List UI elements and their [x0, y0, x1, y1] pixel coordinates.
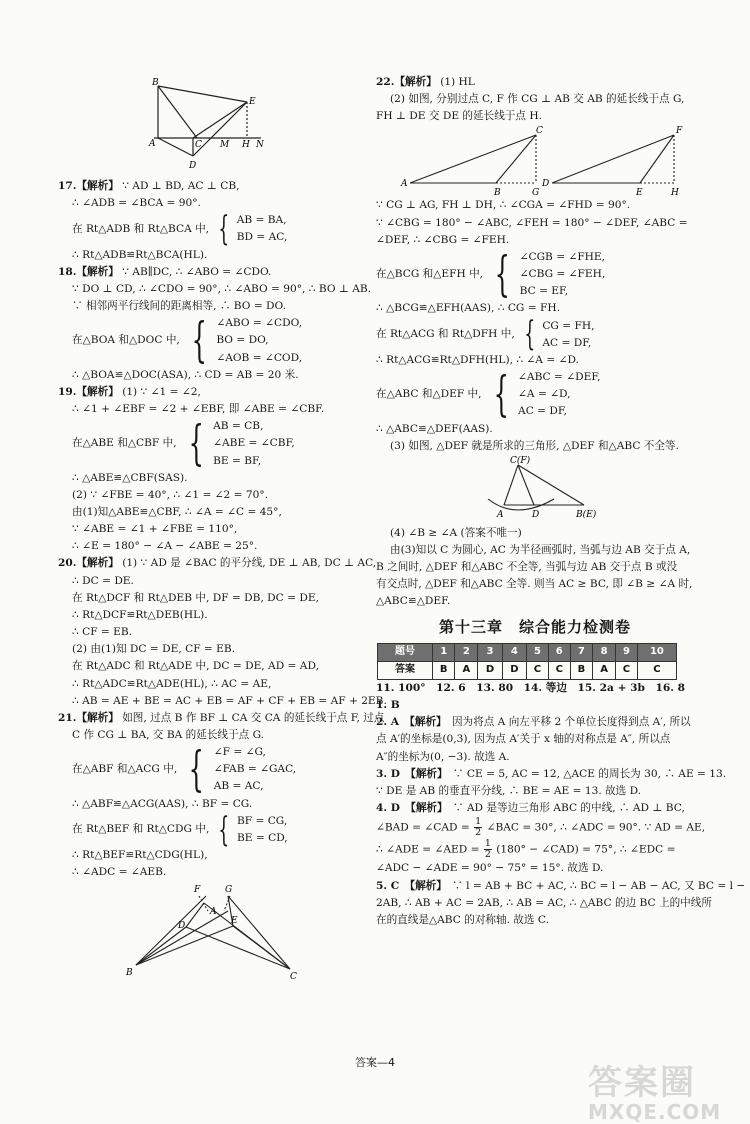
q22-line-5: ∠DEF, ∴ ∠CBG = ∠FEH. — [376, 233, 510, 246]
a5-number: 5. C — [376, 879, 400, 892]
q19-line-7: ∴ ∠E = 180° − ∠A − ∠ABE = 25°. — [72, 540, 258, 553]
q18-tag: 【解析】 — [76, 265, 119, 278]
a4-text-3a: ∴ ∠ADE = ∠AED = — [376, 843, 480, 856]
q18-line-1 — [58, 264, 360, 281]
q21-system-1 — [58, 741, 360, 798]
fig21-label-D: D — [178, 921, 186, 932]
q18-system-lead: 在△BOA 和△DOC 中, — [72, 334, 180, 347]
fig-top-label-H: H — [242, 140, 250, 150]
a2-tag: 【解析】 — [409, 716, 442, 729]
watermark-main: 答案圈 — [588, 1063, 696, 1103]
fraction-one-half — [484, 839, 492, 860]
fig-top-label-A: A — [149, 139, 156, 149]
q17-system — [58, 209, 360, 250]
q22-line-7: ∴ Rt△ACG≌Rt△DFH(HL), ∴ ∠A = ∠D. — [376, 353, 579, 366]
q22-cond3-3: AC = DF, — [518, 405, 567, 418]
q17-line-3: ∴ Rt△ADB≌Rt△BCA(HL). — [72, 248, 208, 261]
q20-line-9: ∴ AB = AE + BE = AC + EB = AF + CF + EB = AF + 2EB. — [72, 694, 387, 707]
q22-system-3 — [376, 366, 694, 423]
a4-line-2 — [376, 816, 706, 839]
brace-icon: { — [524, 314, 535, 355]
q19-system — [58, 415, 360, 472]
q20-line-1 — [58, 555, 377, 572]
brace-icon: { — [188, 415, 204, 472]
fig-top-label-D: D — [189, 161, 197, 171]
fig22-label-D: D — [542, 179, 550, 190]
q21-line-4: ∴ Rt△BEF≌Rt△CDG(HL), — [72, 849, 208, 862]
q19-line-4: (2) ∵ ∠FBE = 40°, ∴ ∠1 = ∠2 = 70°. — [72, 488, 269, 501]
q21-line-3: ∴ △ABF≌△ACG(AAS), ∴ BF = CG. — [72, 797, 253, 810]
q20-line-2: ∴ DC = DE. — [72, 574, 134, 587]
q22-number: 22. — [376, 76, 395, 88]
q20-line-3: 在 Rt△DCF 和 Rt△DEB 中, DF = DB, DC = DE, — [72, 591, 319, 604]
q22-line-10: (4) ∠B ≥ ∠A (答案不唯一) — [390, 526, 522, 539]
a2-line-1 — [376, 714, 694, 731]
q21-system2-lead: 在 Rt△BEF 和 Rt△CDG 中, — [72, 823, 210, 836]
q22-cond-3: BC = EF, — [519, 285, 569, 298]
fig22-label-C: C — [536, 126, 543, 137]
a4-line-3 — [376, 839, 694, 861]
q22-line-2: FH ⊥ DE 交 DE 的延长线于点 H. — [376, 110, 542, 123]
q22-line-14: △ABC≌△DEF. — [376, 595, 451, 608]
answer-1: 1. B — [376, 699, 400, 712]
right-column — [376, 74, 746, 929]
q19-line-5: 由(1)知△ABE≌△CBF, ∴ ∠A = ∠C = 45°, — [72, 505, 282, 518]
q22-line-6: ∴ △BCG≌△EFH(AAS), ∴ CG = FH. — [376, 302, 560, 315]
fig21-label-F: F — [194, 885, 201, 896]
header-cell: 9 — [616, 643, 638, 661]
a3-text-1: ∵ CE = 5, AC = 12, △ACE 的周长为 30, ∴ AE = 13. — [452, 767, 727, 780]
header-cell: 题号 — [378, 643, 433, 661]
q22-line-11: 由(3)知以 C 为圆心, AC 为半径画弧时, 当弧与边 AB 交于点 A, — [390, 543, 691, 556]
fraction-numerator: 1 — [475, 816, 482, 828]
q18-cond-2: BO = DO, — [216, 334, 269, 347]
header-cell: 5 — [527, 643, 549, 661]
q21-system-2 — [58, 809, 360, 850]
q21-system-lead: 在△ABF 和△ACG 中, — [72, 763, 178, 776]
a4-line-1 — [376, 800, 694, 817]
q19-number: 19. — [58, 385, 77, 398]
figure-top — [58, 74, 360, 178]
a3-line-1 — [376, 766, 727, 783]
q18-cond-1: ∠ABO = ∠CDO, — [216, 317, 303, 330]
q22-system2-lead: 在 Rt△ACG 和 Rt△DFH 中, — [376, 328, 515, 341]
q18-line-2: ∵ DO ⊥ CD, ∴ ∠CDO = 90°, ∴ ∠ABO = 90°, ∴ BO ⊥ AB. — [72, 282, 372, 295]
q18-cond-3: ∠AOB = ∠COD, — [216, 351, 303, 364]
fig21-label-E: E — [231, 916, 238, 927]
q18-line-4: ∴ △BOA≌△DOC(ASA), ∴ CD = AB = 20 米. — [72, 368, 299, 381]
q22-system3-lead: 在△ABC 和△DEF 中, — [376, 388, 482, 401]
q22-system-lead: 在△BCG 和△EFH 中, — [376, 268, 484, 281]
q21-line-1 — [58, 710, 385, 727]
fig21-label-A: A — [210, 907, 217, 918]
answer-cell: 答案 — [378, 661, 433, 679]
fig-top-label-C: C — [195, 140, 202, 150]
answer-table — [377, 643, 677, 680]
q20-tag: 【解析】 — [76, 557, 119, 570]
a4-number: 4. D — [376, 801, 400, 814]
q17-line-2: ∴ ∠ADB = ∠BCA = 90°. — [72, 197, 201, 210]
q21-line-2: C 作 CG ⊥ BA, 交 BA 的延长线于点 G. — [72, 729, 265, 741]
figure-q22-3 — [376, 455, 694, 525]
fig22-label-H: H — [671, 188, 679, 198]
header-cell: 7 — [570, 643, 593, 661]
q22-cond-2: ∠CBG = ∠FEH, — [519, 268, 606, 281]
q21-cond2-2: BE = CD, — [236, 831, 288, 844]
answer-cell: C — [637, 661, 676, 679]
q22-line-12: B 之间时, △DEF 和△ABC 不全等, 当弧与边 AB 交于点 B 或没 — [376, 561, 678, 574]
brace-icon: { — [191, 312, 207, 369]
a4-text-2b: ∠BAC = 30°, ∴ ∠ADC = 90°. ∵ AD = AE, — [486, 821, 706, 834]
a5-line-3: 在的直线是△ABC 的对称轴. 故选 C. — [376, 913, 549, 926]
q22-cond2-1: CG = FH, — [542, 319, 595, 332]
answer-cell: B — [432, 661, 455, 679]
header-cell: 3 — [478, 643, 502, 661]
a3-tag: 【解析】 — [410, 767, 443, 780]
figure-q21 — [58, 881, 360, 981]
q19-cond-2: ∠ABE = ∠CBF, — [213, 437, 295, 450]
answer-cell: A — [593, 661, 616, 679]
fig-top-label-M: M — [220, 140, 230, 150]
q18-text-1: ∵ AB∥DC, ∴ ∠ABO = ∠CDO. — [122, 265, 272, 278]
a3-number: 3. D — [376, 767, 400, 780]
a5-line-1 — [376, 878, 746, 895]
q22-line-0 — [376, 74, 694, 91]
q19-line-3: ∴ △ABE≌△CBF(SAS). — [72, 471, 188, 484]
q21-cond-2: ∠FAB = ∠GAC, — [213, 763, 297, 776]
q20-line-4: ∴ Rt△DCF≌Rt△DEB(HL). — [72, 608, 208, 621]
answer-table-header — [378, 643, 677, 661]
header-cell: 8 — [593, 643, 616, 661]
fraction-denominator: 2 — [475, 827, 482, 839]
a5-text-1: ∵ l = AB + BC + AC, ∴ BC = l − AB − AC, 又 BC = l − — [452, 879, 746, 892]
answer-cell: A — [455, 661, 478, 679]
answer-cell: C — [548, 661, 570, 679]
brace-icon: { — [218, 809, 230, 850]
fig23-label-CF: C(F) — [510, 455, 531, 466]
fig22-label-F: F — [676, 126, 683, 137]
answer-table-row — [378, 661, 677, 679]
a4-line-4: ∠ADC − ∠ADE = 90° − 75° = 15°. 故选 D. — [376, 862, 604, 875]
fraction-numerator: 1 — [484, 837, 491, 849]
answer-cell: C — [527, 661, 549, 679]
q17-cond-2: BD = AC, — [236, 231, 288, 244]
q18-line-3: ∵ 相邻两平行线间的距离相等, ∴ BO = DO. — [72, 300, 286, 313]
q19-cond-3: BE = BF, — [213, 454, 262, 467]
q21-tag: 【解析】 — [76, 711, 119, 724]
q22-tag: 【解析】 — [394, 76, 437, 88]
fig23-label-A: A — [497, 509, 504, 520]
fig22-label-E: E — [636, 188, 643, 198]
a2-line-2: 点 A′的坐标是(0,3), 因为点 A′关于 x 轴的对称点是 A″, 所以点 — [376, 733, 671, 746]
answer-cell: C — [616, 661, 638, 679]
q22-cond-1: ∠CGB = ∠FHE, — [519, 250, 606, 263]
fraction-one-half — [474, 817, 482, 838]
q20-line-5: ∴ CF = EB. — [72, 626, 133, 639]
q22-cond2-2: AC = DF, — [542, 336, 592, 349]
q17-number: 17. — [58, 180, 77, 192]
a3-line-2: ∵ DE 是 AB 的垂直平分线, ∴ BE = AE = 13. 故选 D. — [376, 784, 642, 797]
q19-line-1 — [58, 384, 360, 401]
q20-number: 20. — [58, 557, 77, 570]
q17-text-1: ∵ AD ⊥ BD, AC ⊥ CB, — [122, 180, 240, 192]
q17-system-lead: 在 Rt△ADB 和 Rt△BCA 中, — [72, 222, 210, 235]
q21-text-1: 如图, 过点 B 作 BF ⊥ CA 交 CA 的延长线于点 F, 过点 — [122, 711, 385, 724]
a5-tag: 【解析】 — [409, 879, 442, 892]
answer-cell: D — [502, 661, 526, 679]
fig-top-label-B: B — [152, 78, 159, 88]
q22-system-1 — [376, 246, 694, 303]
q21-cond-3: AB = AC, — [213, 780, 264, 793]
a5-line-2: 2AB, ∴ AB + AC = 2AB, ∴ AB = AC, ∴ △ABC 的边 BC 上的中线所 — [376, 896, 712, 909]
q22-line-9: (3) 如图, △DEF 就是所求的三角形, △DEF 和△ABC 不全等. — [390, 439, 679, 452]
fig-top-label-E: E — [249, 97, 256, 107]
q21-cond2-1: BF = CG, — [236, 814, 288, 827]
fig21-label-B: B — [126, 968, 133, 979]
header-cell: 6 — [548, 643, 570, 661]
q20-text-1: (1) ∵ AD 是 ∠BAC 的平分线, DE ⊥ AB, DC ⊥ AC, — [122, 557, 377, 570]
q18-number: 18. — [58, 265, 77, 278]
q22-cond3-2: ∠A = ∠D, — [518, 388, 571, 401]
fig22-label-B: B — [494, 188, 501, 198]
fig23-label-D: D — [532, 509, 540, 520]
q22-line-3: ∵ CG ⊥ AG, FH ⊥ DH, ∴ ∠CGA = ∠FHD = 90°. — [376, 199, 631, 212]
q22-line-13: 有交点时, △DEF 和△ABC 全等. 则当 AC ≥ BC, 即 ∠B ≥ ∠A 时, — [376, 578, 693, 591]
q18-system — [58, 312, 360, 369]
q17-line-1 — [58, 178, 360, 195]
brace-icon: { — [218, 209, 230, 250]
fig-top-label-N: N — [256, 140, 264, 150]
brace-icon: { — [494, 246, 510, 303]
a4-text-2a: ∠BAD = ∠CAD = — [376, 821, 470, 834]
a4-tag: 【解析】 — [410, 801, 443, 814]
header-cell: 1 — [432, 643, 455, 661]
q22-line-4: ∵ ∠CBG = 180° − ∠ABC, ∠FEH = 180° − ∠DEF, ∠ABC = — [376, 216, 688, 229]
q19-text-1: (1) ∵ ∠1 = ∠2, — [122, 385, 201, 398]
page-footer: 答案—4 — [355, 1056, 395, 1069]
brace-icon: { — [493, 366, 509, 423]
fig22-label-A: A — [401, 179, 408, 190]
q22-text-0: (1) HL — [440, 76, 475, 88]
q19-line-6: ∵ ∠ABE = ∠1 + ∠FBE = 110°, — [72, 523, 238, 536]
q20-line-8: ∴ Rt△ADC≌Rt△ADE(HL), ∴ AC = AE, — [72, 677, 272, 690]
a2-line-3: A″的坐标为(0, −3). 故选 A. — [376, 750, 510, 763]
q19-line-2: ∴ ∠1 + ∠EBF = ∠2 + ∠EBF, 即 ∠ABE = ∠CBF. — [72, 403, 325, 416]
q22-line-1: (2) 如图, 分别过点 C, F 作 CG ⊥ AB 交 AB 的延长线于点 G, — [390, 93, 685, 106]
fig22-label-G: G — [532, 188, 540, 198]
q19-tag: 【解析】 — [76, 385, 119, 398]
figure-q22 — [376, 125, 694, 197]
q22-cond3-1: ∠ABC = ∠DEF, — [518, 371, 601, 384]
q21-cond-1: ∠F = ∠G, — [213, 746, 266, 759]
q17-cond-1: AB = BA, — [236, 214, 287, 227]
a4-text-3b: (180° − ∠CAD) = 75°, ∴ ∠EDC = — [496, 843, 676, 856]
fraction-denominator: 2 — [484, 848, 491, 860]
answer-cell: B — [570, 661, 593, 679]
answer-cell: D — [478, 661, 502, 679]
q19-cond-1: AB = CB, — [213, 420, 264, 433]
brace-icon: { — [188, 741, 205, 798]
watermark-sub: MXQE.COM — [588, 1100, 722, 1124]
chapter-title: 第十三章 综合能力检测卷 — [438, 617, 631, 636]
fill-answers: 11. 100° 12. 6 13. 80 14. 等边 15. 2a + 3b 16. 8 — [376, 681, 686, 694]
q20-line-7: 在 Rt△ADC 和 Rt△ADE 中, DC = DE, AD = AD, — [72, 660, 319, 673]
q22-system-2 — [376, 314, 694, 355]
fig23-label-BE: B(E) — [576, 509, 597, 520]
a2-number: 2. A — [376, 716, 399, 729]
q20-line-6: (2) 由(1)知 DC = DE, CF = EB. — [72, 643, 236, 656]
q21-number: 21. — [58, 711, 77, 724]
fig21-label-C: C — [290, 972, 297, 982]
header-cell: 10 — [637, 643, 676, 661]
fig21-label-G: G — [225, 885, 233, 896]
q17-tag: 【解析】 — [76, 180, 119, 192]
watermark-logo — [588, 1055, 721, 1124]
a4-text-1: ∵ AD 是等边三角形 ABC 的中线, ∴ AD ⊥ BC, — [452, 801, 685, 814]
header-cell: 2 — [455, 643, 478, 661]
q21-line-5: ∴ ∠ADC = ∠AEB. — [72, 866, 167, 879]
a2-text-1: 因为将点 A 向左平移 2 个单位长度得到点 A′, 所以 — [451, 716, 691, 729]
q19-system-lead: 在△ABE 和△CBF 中, — [72, 437, 177, 450]
q22-line-8: ∴ △ABC≌△DEF(AAS). — [376, 422, 493, 435]
header-cell: 4 — [502, 643, 526, 661]
